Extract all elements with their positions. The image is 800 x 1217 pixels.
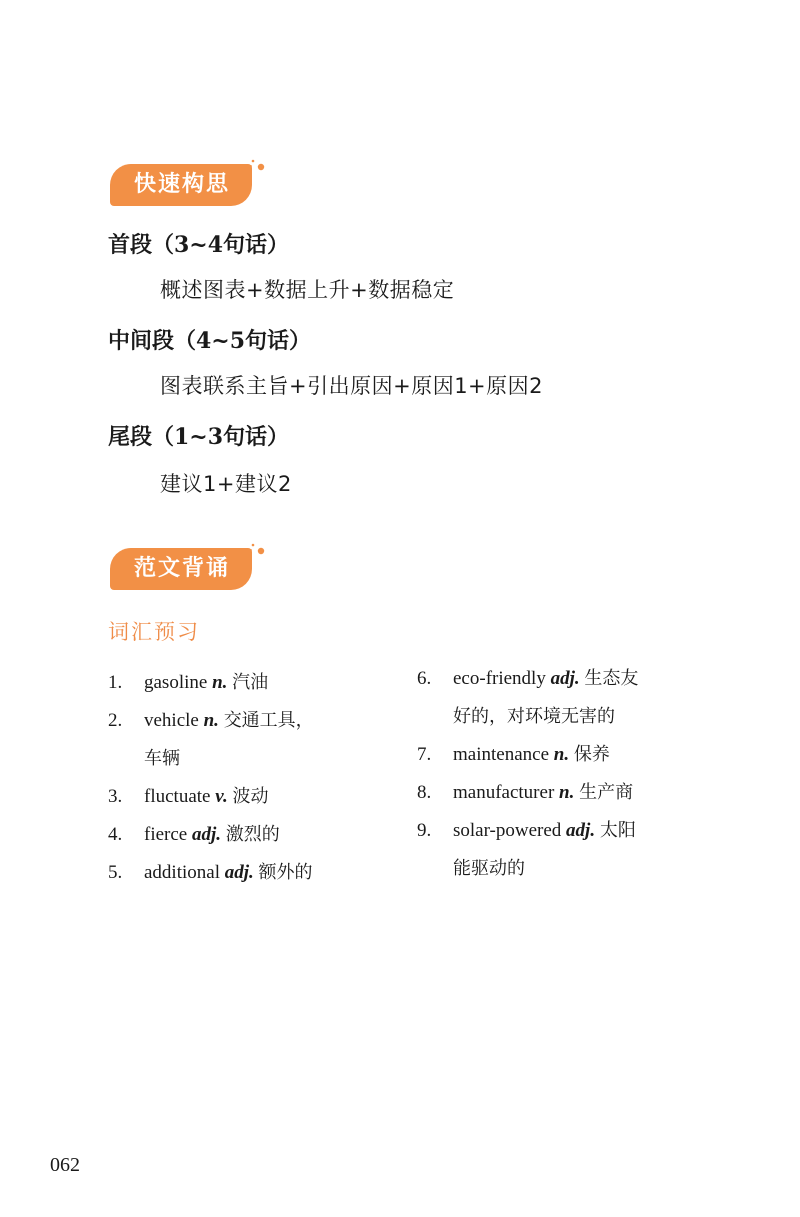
badge-label: 范文背诵	[134, 556, 231, 581]
vocab-number: 2.	[108, 710, 123, 731]
vocab-item	[108, 816, 388, 854]
paragraph-heading-middle: 中间段（4~5句话）	[108, 328, 312, 354]
sparkle-icon	[248, 542, 266, 560]
vocab-number: 3.	[108, 786, 123, 807]
vocab-word: additional	[144, 862, 220, 883]
vocab-list-right	[417, 660, 717, 888]
vocab-item	[108, 702, 388, 778]
vocab-meaning: 生态友	[584, 668, 639, 689]
vocab-word: eco-friendly	[453, 668, 546, 689]
vocab-word: gasoline	[144, 672, 208, 693]
badge-label: 快速构思	[134, 172, 231, 197]
vocab-item	[417, 812, 717, 888]
paragraph-content-last: 建议1+建议2	[160, 472, 292, 496]
vocab-meaning-cont: 车辆	[144, 748, 180, 769]
vocab-item	[108, 664, 388, 702]
vocab-number: 9.	[417, 820, 432, 841]
vocab-meaning: 太阳	[599, 820, 636, 841]
vocab-number: 6.	[417, 668, 432, 689]
vocab-number: 8.	[417, 782, 432, 803]
vocab-word: maintenance	[453, 744, 550, 765]
vocab-pos: n.	[212, 672, 228, 693]
vocab-item	[108, 854, 388, 892]
vocab-title: 词汇预习	[108, 620, 200, 644]
section-badge-model-essay	[110, 548, 252, 590]
vocab-word: fierce	[144, 824, 188, 845]
vocab-number: 4.	[108, 824, 123, 845]
vocab-item	[108, 778, 388, 816]
vocab-word: vehicle	[144, 710, 199, 731]
vocab-meaning: 波动	[232, 786, 269, 807]
vocab-word: fluctuate	[144, 786, 211, 807]
paragraph-heading-first: 首段（3~4句话）	[108, 232, 290, 258]
vocab-meaning: 汽油	[232, 672, 269, 693]
vocab-meaning: 额外的	[258, 862, 313, 883]
vocab-meaning: 激烈的	[225, 824, 280, 845]
vocab-number: 1.	[108, 672, 123, 693]
vocab-meaning-cont: 好的，对环境无害的	[453, 706, 615, 727]
vocab-meaning: 保养	[573, 744, 610, 765]
paragraph-content-first: 概述图表+数据上升+数据稳定	[160, 278, 455, 302]
vocab-pos: v.	[215, 786, 228, 807]
section-badge-quick-outline	[110, 164, 252, 206]
vocab-word: solar-powered	[453, 820, 562, 841]
vocab-list-left	[108, 664, 388, 892]
paragraph-heading-last: 尾段（1~3句话）	[108, 424, 290, 450]
vocab-pos: n.	[553, 744, 570, 765]
vocab-pos: adj.	[550, 668, 580, 689]
vocab-number: 7.	[417, 744, 432, 765]
vocab-meaning-cont: 能驱动的	[453, 858, 525, 879]
vocab-meaning: 交通工具，	[223, 710, 314, 731]
vocab-word: manufacturer	[453, 782, 555, 803]
paragraph-content-middle: 图表联系主旨+引出原因+原因1+原因2	[160, 374, 544, 398]
vocab-item	[417, 736, 717, 774]
vocab-pos: adj.	[224, 862, 254, 883]
vocab-pos: adj.	[566, 820, 596, 841]
vocab-pos: adj.	[191, 824, 222, 845]
vocab-meaning: 生产商	[579, 782, 634, 803]
vocab-pos: n.	[559, 782, 575, 803]
vocab-pos: n.	[203, 710, 219, 731]
vocab-item	[417, 774, 717, 812]
page-number: 062	[50, 1154, 80, 1176]
vocab-number: 5.	[108, 862, 123, 883]
vocab-item	[417, 660, 717, 736]
sparkle-icon	[248, 158, 266, 176]
